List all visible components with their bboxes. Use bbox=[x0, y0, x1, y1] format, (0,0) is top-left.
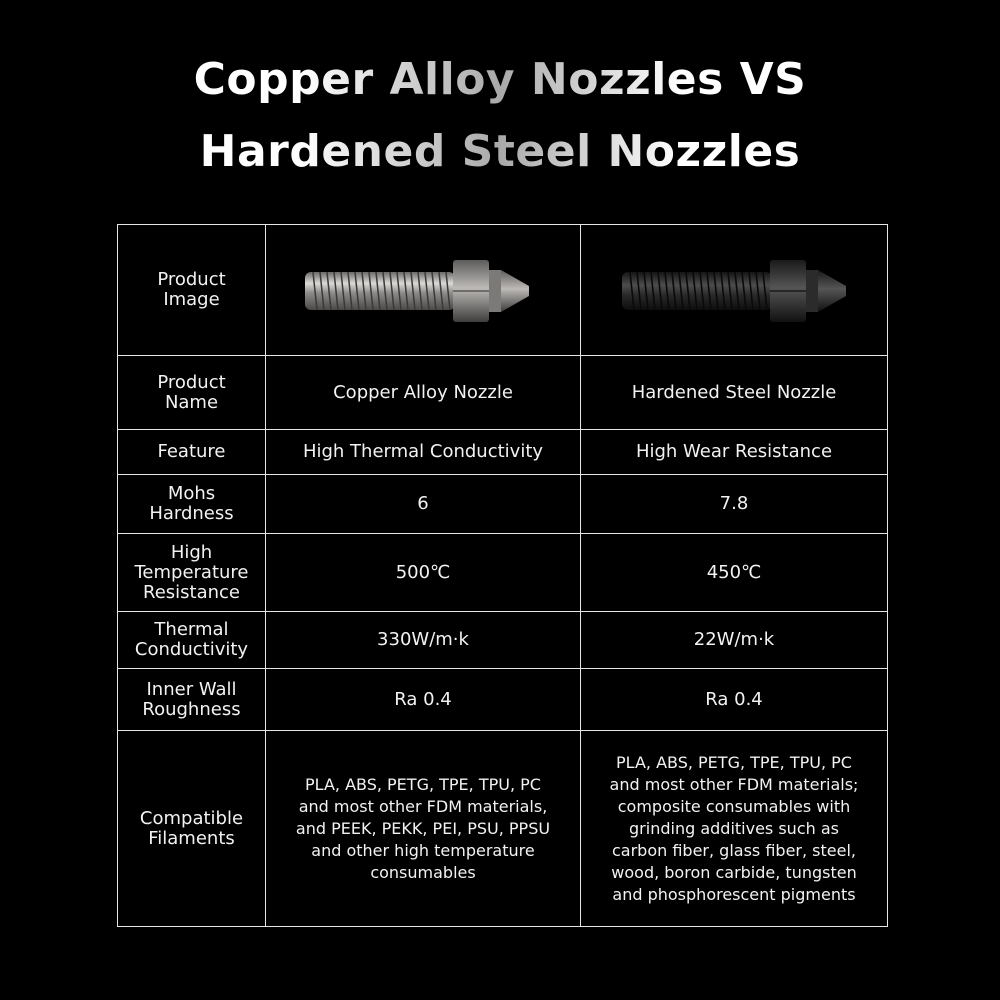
label-inner-wall-roughness: Inner Wall Roughness bbox=[118, 669, 266, 731]
label-product-image: Product Image bbox=[118, 225, 266, 356]
label-mohs-hardness: Mohs Hardness bbox=[118, 475, 266, 534]
steel-product-name: Hardened Steel Nozzle bbox=[581, 356, 888, 430]
row-high-temperature-resistance bbox=[118, 534, 888, 612]
comparison-table bbox=[117, 224, 888, 927]
title-line-1: Copper Alloy Nozzles VS bbox=[0, 52, 1000, 108]
copper-mohs-hardness: 6 bbox=[266, 475, 581, 534]
steel-thermal-conductivity: 22W/m·k bbox=[581, 612, 888, 669]
copper-compatible-filaments: PLA, ABS, PETG, TPE, TPU, PC and most other FDM materials, and PEEK, PEKK, PEI, PSU, PPSU and other high temperature consumables bbox=[266, 731, 581, 927]
row-compatible-filaments bbox=[118, 731, 888, 927]
row-inner-wall-roughness bbox=[118, 669, 888, 731]
row-product-image bbox=[118, 225, 888, 356]
steel-inner-wall-roughness: Ra 0.4 bbox=[581, 669, 888, 731]
copper-feature: High Thermal Conductivity bbox=[266, 430, 581, 475]
steel-feature: High Wear Resistance bbox=[581, 430, 888, 475]
label-thermal-conductivity: Thermal Conductivity bbox=[118, 612, 266, 669]
copper-nozzle-cell bbox=[266, 225, 581, 356]
row-product-name bbox=[118, 356, 888, 430]
copper-inner-wall-roughness: Ra 0.4 bbox=[266, 669, 581, 731]
copper-nozzle-icon bbox=[303, 250, 543, 330]
copper-thermal-conductivity: 330W/m·k bbox=[266, 612, 581, 669]
steel-nozzle-cell bbox=[581, 225, 888, 356]
label-high-temperature-resistance: High Temperature Resistance bbox=[118, 534, 266, 612]
steel-mohs-hardness: 7.8 bbox=[581, 475, 888, 534]
label-product-name: Product Name bbox=[118, 356, 266, 430]
title-line-2: Hardened Steel Nozzles bbox=[0, 124, 1000, 180]
row-thermal-conductivity bbox=[118, 612, 888, 669]
copper-product-name: Copper Alloy Nozzle bbox=[266, 356, 581, 430]
steel-high-temperature-resistance: 450℃ bbox=[581, 534, 888, 612]
copper-high-temperature-resistance: 500℃ bbox=[266, 534, 581, 612]
steel-nozzle-icon bbox=[614, 250, 854, 330]
label-feature: Feature bbox=[118, 430, 266, 475]
steel-compatible-filaments: PLA, ABS, PETG, TPE, TPU, PC and most other FDM materials; composite consumables with grinding additives such as carbon fiber, glass fiber, steel, wood, boron carbide, tungsten and phosphorescent pigments bbox=[581, 731, 888, 927]
row-mohs-hardness bbox=[118, 475, 888, 534]
row-feature bbox=[118, 430, 888, 475]
label-compatible-filaments: Compatible Filaments bbox=[118, 731, 266, 927]
